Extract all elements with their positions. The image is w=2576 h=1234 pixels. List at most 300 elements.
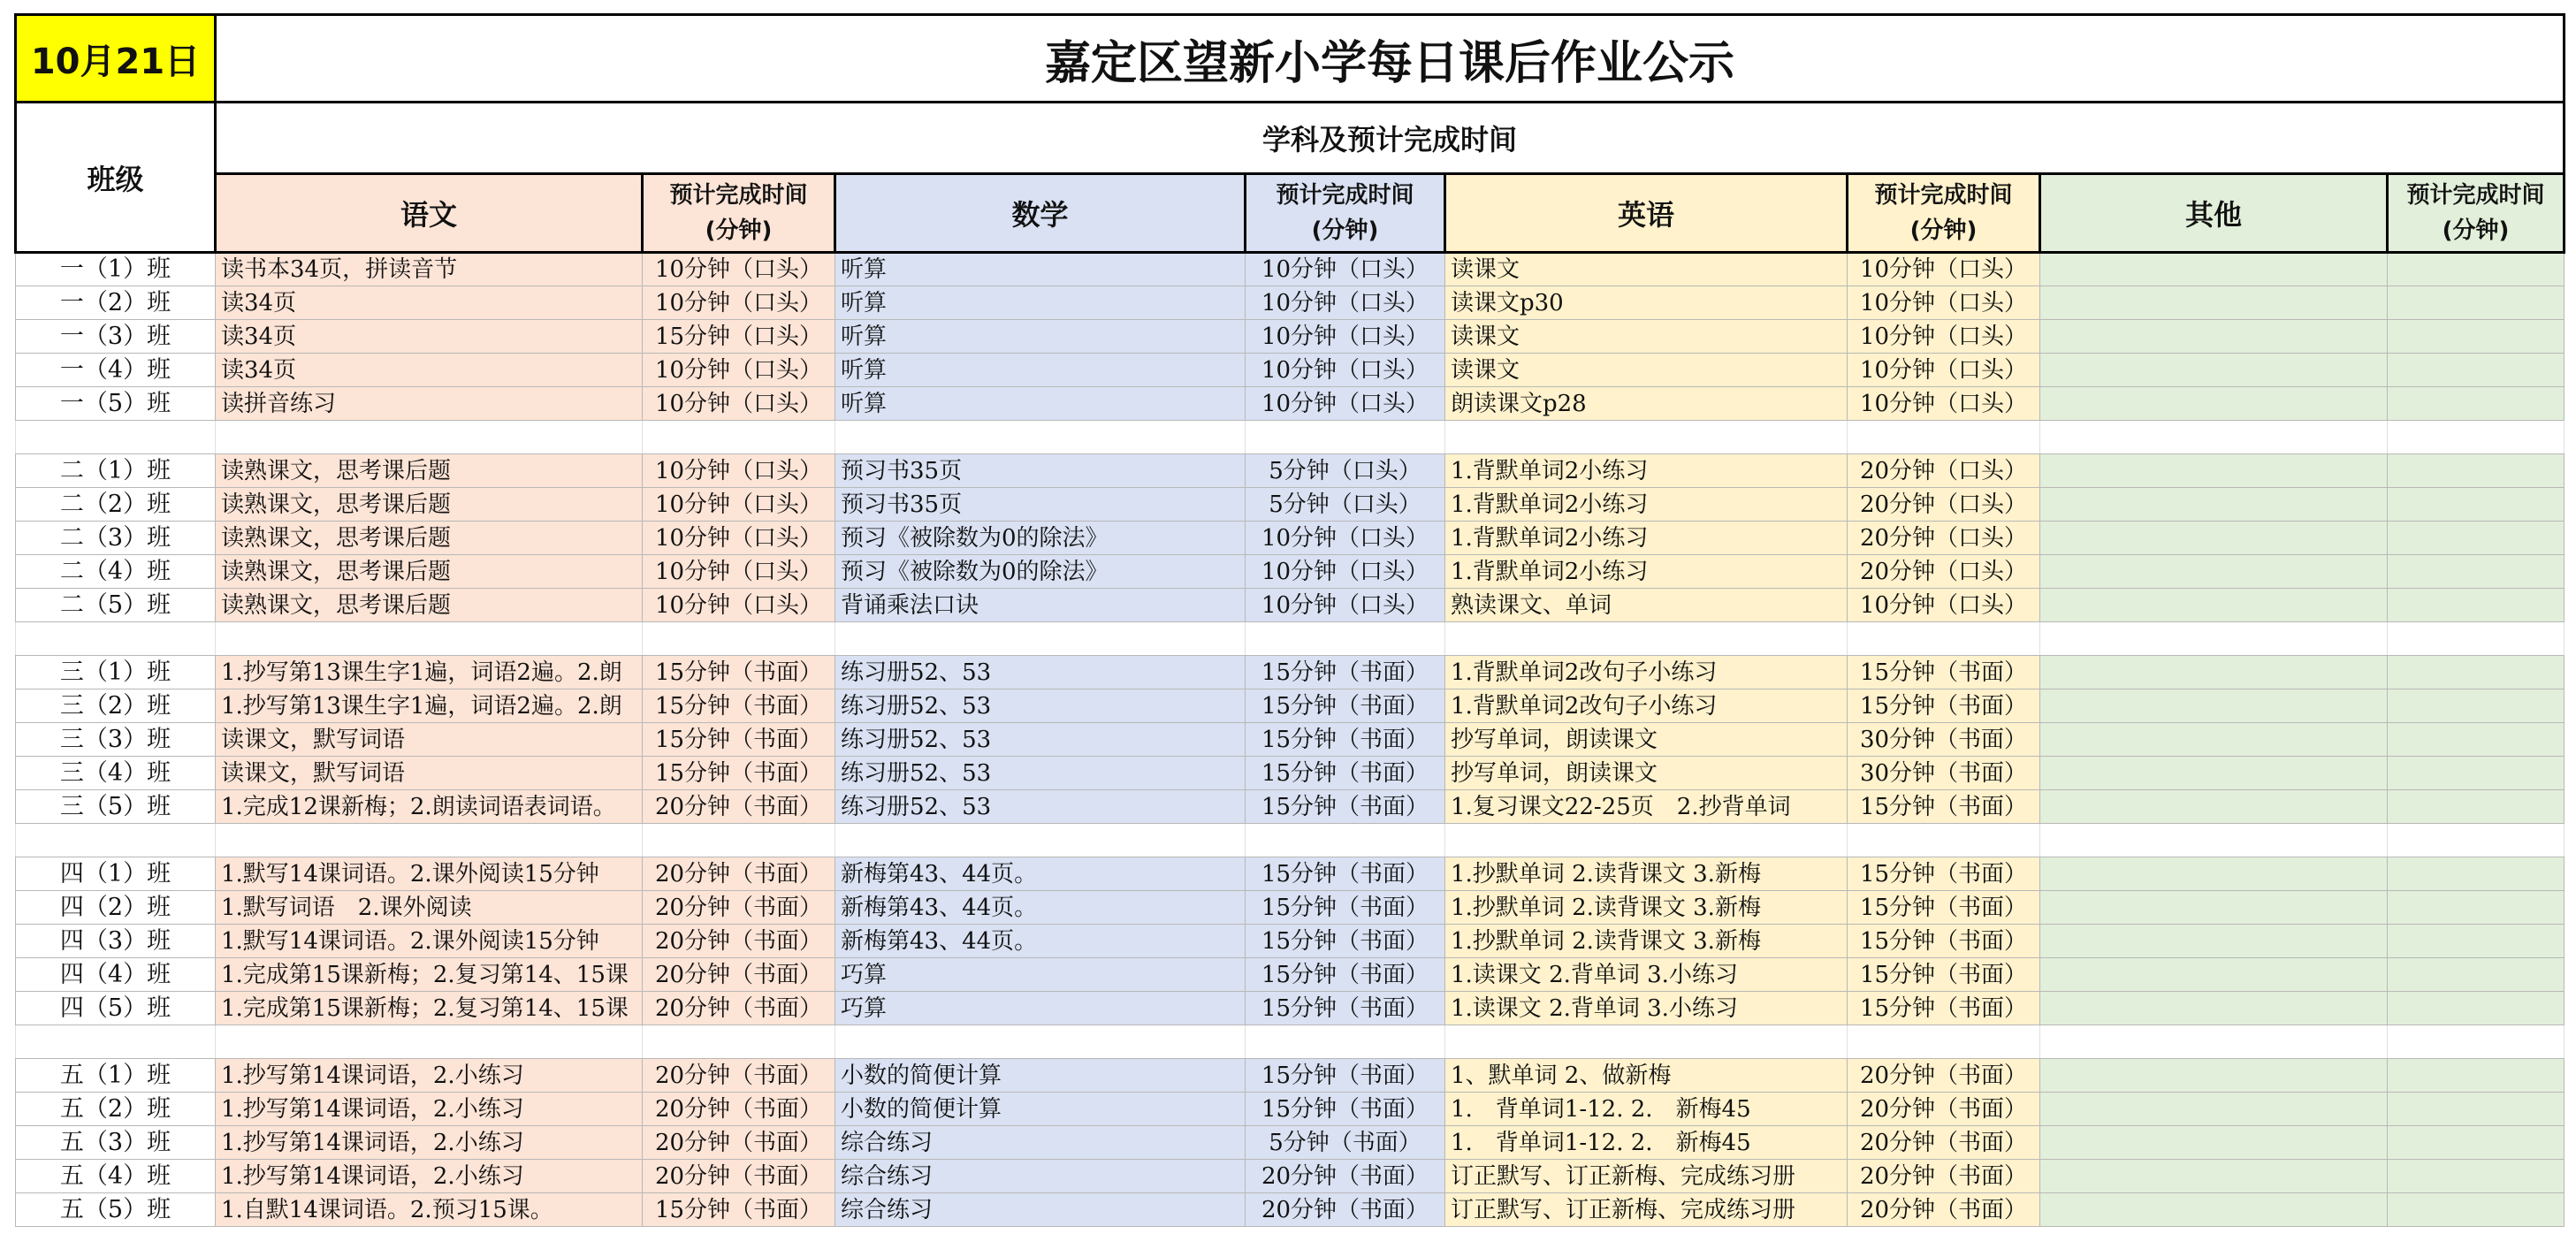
math-time-cell: 15分钟（书面） [1246,1093,1445,1126]
other-time-cell [2388,522,2565,555]
table-row [16,320,2565,354]
date-cell: 10月21日 [16,15,216,103]
table-row [16,790,2565,824]
other-homework-cell [2040,723,2388,757]
english-homework-cell: 1.背默单词2小练习 [1445,555,1848,589]
math-time-cell: 15分钟（书面） [1246,891,1445,925]
class-cell: 四（4）班 [16,958,216,992]
math-time-cell: 15分钟（书面） [1246,958,1445,992]
other-homework-cell [2040,522,2388,555]
other-time-cell [2388,891,2565,925]
time-header-line1: 预计完成时间 [2406,182,2545,209]
chinese-time-cell: 10分钟（口头） [643,253,835,286]
math-time-cell: 10分钟（口头） [1246,320,1445,354]
math-time-cell: 15分钟（书面） [1246,925,1445,958]
chinese-homework-cell: 读34页 [216,354,643,387]
class-cell: 五（5）班 [16,1193,216,1227]
chinese-homework-cell: 读34页 [216,320,643,354]
other-time-header [2388,174,2565,253]
table-row [16,656,2565,689]
english-time-cell: 20分钟（口头） [1848,454,2040,488]
table-row [16,454,2565,488]
other-homework-cell [2040,1126,2388,1160]
chinese-time-cell: 15分钟（书面） [643,1193,835,1227]
chinese-homework-cell: 1.抄写第14课词语，2.小练习 [216,1059,643,1093]
chinese-time-header [643,174,835,253]
other-time-cell [2388,354,2565,387]
empty-cell [835,1025,1246,1059]
empty-cell [2040,421,2388,454]
other-time-cell [2388,589,2565,622]
chinese-time-cell: 15分钟（书面） [643,757,835,790]
chinese-homework-cell: 1.抄写第14课词语，2.小练习 [216,1160,643,1193]
english-homework-cell: 熟读课文、单词 [1445,589,1848,622]
empty-cell [1246,1025,1445,1059]
other-time-cell [2388,387,2565,421]
empty-cell [643,421,835,454]
table-row [16,1193,2565,1227]
other-time-cell [2388,488,2565,522]
math-homework-cell: 练习册52、53 [835,757,1246,790]
other-homework-cell [2040,320,2388,354]
class-cell: 四（1）班 [16,857,216,891]
table-row [16,757,2565,790]
chinese-homework-cell: 1.抄写第14课词语，2.小练习 [216,1093,643,1126]
math-time-cell: 15分钟（书面） [1246,857,1445,891]
english-homework-cell: 1、默单词 2、做新梅 [1445,1059,1848,1093]
english-homework-cell: 1.抄默单词 2.读背课文 3.新梅 [1445,891,1848,925]
other-time-cell [2388,1160,2565,1193]
english-homework-cell: 读课文 [1445,253,1848,286]
empty-cell [1445,1025,1848,1059]
other-homework-cell [2040,992,2388,1025]
empty-cell [1848,824,2040,857]
math-homework-cell: 预习书35页 [835,454,1246,488]
chinese-homework-cell: 1.默写词语 2.课外阅读 [216,891,643,925]
empty-cell [2040,824,2388,857]
empty-cell [643,824,835,857]
other-time-cell [2388,958,2565,992]
other-homework-cell [2040,857,2388,891]
math-time-cell: 10分钟（口头） [1246,522,1445,555]
chinese-homework-cell: 读34页 [216,286,643,320]
table-row [16,354,2565,387]
empty-cell [1445,421,1848,454]
chinese-time-cell: 15分钟（书面） [643,689,835,723]
empty-cell [835,622,1246,656]
class-cell: 一（4）班 [16,354,216,387]
chinese-time-cell: 15分钟（书面） [643,723,835,757]
english-homework-cell: 1. 背单词1-12. 2. 新梅45 [1445,1126,1848,1160]
chinese-homework-cell: 读熟课文，思考课后题 [216,522,643,555]
grade-separator-row [16,421,2565,454]
math-homework-cell: 综合练习 [835,1160,1246,1193]
class-cell: 一（2）班 [16,286,216,320]
empty-cell [1246,622,1445,656]
class-cell: 二（3）班 [16,522,216,555]
chinese-homework-cell: 1.完成12课新梅；2.朗读词语表词语。 [216,790,643,824]
empty-cell [16,421,216,454]
other-time-cell [2388,790,2565,824]
chinese-homework-cell: 1.完成第15课新梅；2.复习第14、15课 [216,992,643,1025]
table-row [16,689,2565,723]
empty-cell [1445,622,1848,656]
math-homework-cell: 综合练习 [835,1126,1246,1160]
english-homework-cell: 订正默写、订正新梅、完成练习册 [1445,1193,1848,1227]
empty-cell [1246,824,1445,857]
math-homework-cell: 练习册52、53 [835,656,1246,689]
math-homework-cell: 预习书35页 [835,488,1246,522]
english-homework-cell: 1.抄默单词 2.读背课文 3.新梅 [1445,857,1848,891]
subjects-span-header: 学科及预计完成时间 [216,103,2565,174]
math-time-cell: 5分钟（口头） [1246,488,1445,522]
table-row [16,723,2565,757]
empty-cell [835,824,1246,857]
class-cell: 一（1）班 [16,253,216,286]
english-homework-cell: 朗读课文p28 [1445,387,1848,421]
other-time-cell [2388,925,2565,958]
table-row [16,488,2565,522]
time-header-line2: (分钟) [1909,217,1978,244]
chinese-homework-cell: 读拼音练习 [216,387,643,421]
math-homework-cell: 预习《被除数为0的除法》 [835,522,1246,555]
empty-cell [1246,421,1445,454]
chinese-homework-cell: 1.抄写第14课词语，2.小练习 [216,1126,643,1160]
chinese-homework-cell: 读课文，默写词语 [216,757,643,790]
other-homework-cell [2040,1059,2388,1093]
chinese-homework-cell: 1.抄写第13课生字1遍，词语2遍。2.朗 [216,656,643,689]
empty-cell [16,1025,216,1059]
empty-cell [2040,1025,2388,1059]
chinese-time-cell: 20分钟（书面） [643,790,835,824]
empty-cell [2388,421,2565,454]
other-time-cell [2388,656,2565,689]
table-row [16,1059,2565,1093]
math-homework-cell: 听算 [835,387,1246,421]
math-time-cell: 10分钟（口头） [1246,589,1445,622]
other-homework-cell [2040,354,2388,387]
math-time-cell: 15分钟（书面） [1246,723,1445,757]
math-time-cell: 15分钟（书面） [1246,790,1445,824]
other-homework-cell [2040,656,2388,689]
english-time-cell: 20分钟（书面） [1848,1160,2040,1193]
english-time-cell: 30分钟（书面） [1848,757,2040,790]
grade-separator-row [16,1025,2565,1059]
other-time-cell [2388,286,2565,320]
english-homework-cell: 1.读课文 2.背单词 3.小练习 [1445,958,1848,992]
chinese-homework-cell: 读熟课文，思考课后题 [216,555,643,589]
math-time-cell: 5分钟（口头） [1246,454,1445,488]
other-homework-cell [2040,689,2388,723]
table-row [16,958,2565,992]
english-homework-cell: 1.背默单词2小练习 [1445,522,1848,555]
math-homework-cell: 综合练习 [835,1193,1246,1227]
empty-cell [216,622,643,656]
math-homework-cell: 背诵乘法口诀 [835,589,1246,622]
english-time-cell: 15分钟（书面） [1848,891,2040,925]
english-time-cell: 10分钟（口头） [1848,286,2040,320]
empty-cell [1848,421,2040,454]
english-homework-cell: 读课文 [1445,320,1848,354]
english-homework-cell: 1.复习课文22-25页 2.抄背单词 [1445,790,1848,824]
class-cell: 三（4）班 [16,757,216,790]
english-time-cell: 10分钟（口头） [1848,320,2040,354]
chinese-time-cell: 10分钟（口头） [643,555,835,589]
english-time-cell: 20分钟（书面） [1848,1059,2040,1093]
math-homework-cell: 巧算 [835,958,1246,992]
grade-separator-row [16,622,2565,656]
math-homework-cell: 听算 [835,320,1246,354]
table-row [16,387,2565,421]
other-homework-cell [2040,1160,2388,1193]
chinese-homework-cell: 读熟课文，思考课后题 [216,589,643,622]
class-cell: 三（5）班 [16,790,216,824]
empty-cell [216,421,643,454]
chinese-time-cell: 10分钟（口头） [643,488,835,522]
chinese-time-cell: 20分钟（书面） [643,1126,835,1160]
empty-cell [1848,1025,2040,1059]
class-cell: 四（2）班 [16,891,216,925]
math-homework-cell: 练习册52、53 [835,790,1246,824]
time-header-line1: 预计完成时间 [1874,182,2013,209]
table-row [16,522,2565,555]
chinese-time-cell: 20分钟（书面） [643,992,835,1025]
math-homework-cell: 听算 [835,354,1246,387]
other-homework-cell [2040,387,2388,421]
class-cell: 四（3）班 [16,925,216,958]
empty-cell [2388,824,2565,857]
other-homework-cell [2040,757,2388,790]
math-homework-cell: 听算 [835,253,1246,286]
class-cell: 五（4）班 [16,1160,216,1193]
chinese-time-cell: 10分钟（口头） [643,522,835,555]
chinese-time-cell: 20分钟（书面） [643,1093,835,1126]
chinese-time-cell: 15分钟（口头） [643,320,835,354]
chinese-homework-cell: 1.默写14课词语。2.课外阅读15分钟 [216,925,643,958]
english-time-cell: 10分钟（口头） [1848,354,2040,387]
other-time-cell [2388,757,2565,790]
chinese-homework-cell: 1.抄写第13课生字1遍，词语2遍。2.朗 [216,689,643,723]
english-time-cell: 15分钟（书面） [1848,790,2040,824]
other-time-cell [2388,1126,2565,1160]
math-homework-cell: 新梅第43、44页。 [835,925,1246,958]
math-homework-cell: 练习册52、53 [835,723,1246,757]
table-row [16,1093,2565,1126]
empty-cell [16,824,216,857]
math-time-cell: 15分钟（书面） [1246,992,1445,1025]
english-homework-cell: 读课文 [1445,354,1848,387]
class-cell: 二（4）班 [16,555,216,589]
class-cell: 三（2）班 [16,689,216,723]
empty-cell [1848,622,2040,656]
english-time-cell: 10分钟（口头） [1848,253,2040,286]
math-homework-cell: 小数的简便计算 [835,1059,1246,1093]
class-cell: 二（1）班 [16,454,216,488]
class-cell: 三（1）班 [16,656,216,689]
empty-cell [16,622,216,656]
math-time-cell: 10分钟（口头） [1246,253,1445,286]
english-time-cell: 15分钟（书面） [1848,689,2040,723]
math-time-cell: 15分钟（书面） [1246,689,1445,723]
empty-cell [835,421,1246,454]
math-homework-cell: 新梅第43、44页。 [835,857,1246,891]
chinese-homework-cell: 1.自默14课词语。2.预习15课。 [216,1193,643,1227]
math-header: 数学 [835,174,1246,253]
other-time-cell [2388,320,2565,354]
english-time-cell: 10分钟（口头） [1848,589,2040,622]
class-cell: 五（2）班 [16,1093,216,1126]
english-homework-cell: 1.抄默单词 2.读背课文 3.新梅 [1445,925,1848,958]
chinese-time-cell: 15分钟（书面） [643,656,835,689]
other-time-cell [2388,454,2565,488]
time-header-line1: 预计完成时间 [669,182,808,209]
other-time-cell [2388,1059,2565,1093]
math-homework-cell: 巧算 [835,992,1246,1025]
english-time-cell: 15分钟（书面） [1848,857,2040,891]
english-homework-cell: 抄写单词，朗读课文 [1445,723,1848,757]
english-time-cell: 15分钟（书面） [1848,656,2040,689]
english-time-cell: 20分钟（书面） [1848,1193,2040,1227]
chinese-time-cell: 20分钟（书面） [643,891,835,925]
other-homework-cell [2040,925,2388,958]
other-homework-cell [2040,1093,2388,1126]
page-title: 嘉定区望新小学每日课后作业公示 [216,15,2565,103]
chinese-time-cell: 20分钟（书面） [643,925,835,958]
english-time-cell: 20分钟（书面） [1848,1126,2040,1160]
table-row [16,286,2565,320]
other-homework-cell [2040,555,2388,589]
other-homework-cell [2040,958,2388,992]
table-row [16,925,2565,958]
english-homework-cell: 1.背默单词2小练习 [1445,454,1848,488]
chinese-homework-cell: 1.默写14课词语。2.课外阅读15分钟 [216,857,643,891]
class-cell: 一（5）班 [16,387,216,421]
math-time-cell: 20分钟（书面） [1246,1160,1445,1193]
other-time-cell [2388,992,2565,1025]
table-row [16,1160,2565,1193]
other-homework-cell [2040,253,2388,286]
chinese-homework-cell: 读熟课文，思考课后题 [216,488,643,522]
class-column-header: 班级 [16,103,216,253]
other-header: 其他 [2040,174,2388,253]
class-cell: 二（5）班 [16,589,216,622]
chinese-time-cell: 20分钟（书面） [643,1059,835,1093]
english-time-cell: 15分钟（书面） [1848,925,2040,958]
math-homework-cell: 预习《被除数为0的除法》 [835,555,1246,589]
other-homework-cell [2040,488,2388,522]
english-homework-cell: 1.背默单词2改句子小练习 [1445,689,1848,723]
empty-cell [2388,1025,2565,1059]
other-homework-cell [2040,286,2388,320]
english-header: 英语 [1445,174,1848,253]
class-cell: 五（3）班 [16,1126,216,1160]
empty-cell [643,622,835,656]
other-time-cell [2388,1093,2565,1126]
other-homework-cell [2040,790,2388,824]
english-homework-cell: 抄写单词，朗读课文 [1445,757,1848,790]
empty-cell [216,1025,643,1059]
chinese-time-cell: 10分钟（口头） [643,354,835,387]
math-time-cell: 10分钟（口头） [1246,387,1445,421]
english-homework-cell: 1.背默单词2小练习 [1445,488,1848,522]
english-time-cell: 15分钟（书面） [1848,992,2040,1025]
empty-cell [2388,622,2565,656]
class-cell: 四（5）班 [16,992,216,1025]
math-homework-cell: 新梅第43、44页。 [835,891,1246,925]
other-homework-cell [2040,1193,2388,1227]
chinese-time-cell: 10分钟（口头） [643,589,835,622]
chinese-homework-cell: 读熟课文，思考课后题 [216,454,643,488]
class-cell: 五（1）班 [16,1059,216,1093]
english-time-cell: 20分钟（书面） [1848,1093,2040,1126]
math-time-header [1246,174,1445,253]
math-time-cell: 10分钟（口头） [1246,354,1445,387]
time-header-line2: (分钟) [2442,217,2510,244]
class-cell: 三（3）班 [16,723,216,757]
english-time-cell: 10分钟（口头） [1848,387,2040,421]
other-homework-cell [2040,454,2388,488]
empty-cell [1445,824,1848,857]
class-cell: 一（3）班 [16,320,216,354]
empty-cell [2040,622,2388,656]
math-homework-cell: 小数的简便计算 [835,1093,1246,1126]
chinese-time-cell: 10分钟（口头） [643,387,835,421]
other-homework-cell [2040,589,2388,622]
other-homework-cell [2040,891,2388,925]
math-time-cell: 15分钟（书面） [1246,656,1445,689]
time-header-line2: (分钟) [705,217,773,244]
other-time-cell [2388,723,2565,757]
english-homework-cell: 1.读课文 2.背单词 3.小练习 [1445,992,1848,1025]
table-row [16,857,2565,891]
table-row [16,589,2565,622]
english-homework-cell: 1.背默单词2改句子小练习 [1445,656,1848,689]
empty-cell [216,824,643,857]
math-homework-cell: 听算 [835,286,1246,320]
english-time-cell: 20分钟（口头） [1848,522,2040,555]
other-time-cell [2388,1193,2565,1227]
math-time-cell: 10分钟（口头） [1246,286,1445,320]
english-time-cell: 15分钟（书面） [1848,958,2040,992]
chinese-header: 语文 [216,174,643,253]
table-row [16,1126,2565,1160]
chinese-homework-cell: 1.完成第15课新梅；2.复习第14、15课 [216,958,643,992]
math-time-cell: 15分钟（书面） [1246,1059,1445,1093]
chinese-time-cell: 20分钟（书面） [643,958,835,992]
math-homework-cell: 练习册52、53 [835,689,1246,723]
time-header-line1: 预计完成时间 [1276,182,1414,209]
chinese-time-cell: 20分钟（书面） [643,857,835,891]
time-header-line2: (分钟) [1311,217,1379,244]
other-time-cell [2388,857,2565,891]
english-time-cell: 30分钟（书面） [1848,723,2040,757]
english-homework-cell: 1. 背单词1-12. 2. 新梅45 [1445,1093,1848,1126]
chinese-homework-cell: 读书本34页，拼读音节 [216,253,643,286]
table-row [16,253,2565,286]
english-time-cell: 20分钟（口头） [1848,555,2040,589]
english-homework-cell: 订正默写、订正新梅、完成练习册 [1445,1160,1848,1193]
chinese-time-cell: 10分钟（口头） [643,286,835,320]
math-time-cell: 15分钟（书面） [1246,757,1445,790]
homework-table [14,13,2565,1227]
table-row [16,555,2565,589]
chinese-time-cell: 10分钟（口头） [643,454,835,488]
empty-cell [643,1025,835,1059]
class-cell: 二（2）班 [16,488,216,522]
other-time-cell [2388,689,2565,723]
chinese-time-cell: 20分钟（书面） [643,1160,835,1193]
math-time-cell: 5分钟（书面） [1246,1126,1445,1160]
